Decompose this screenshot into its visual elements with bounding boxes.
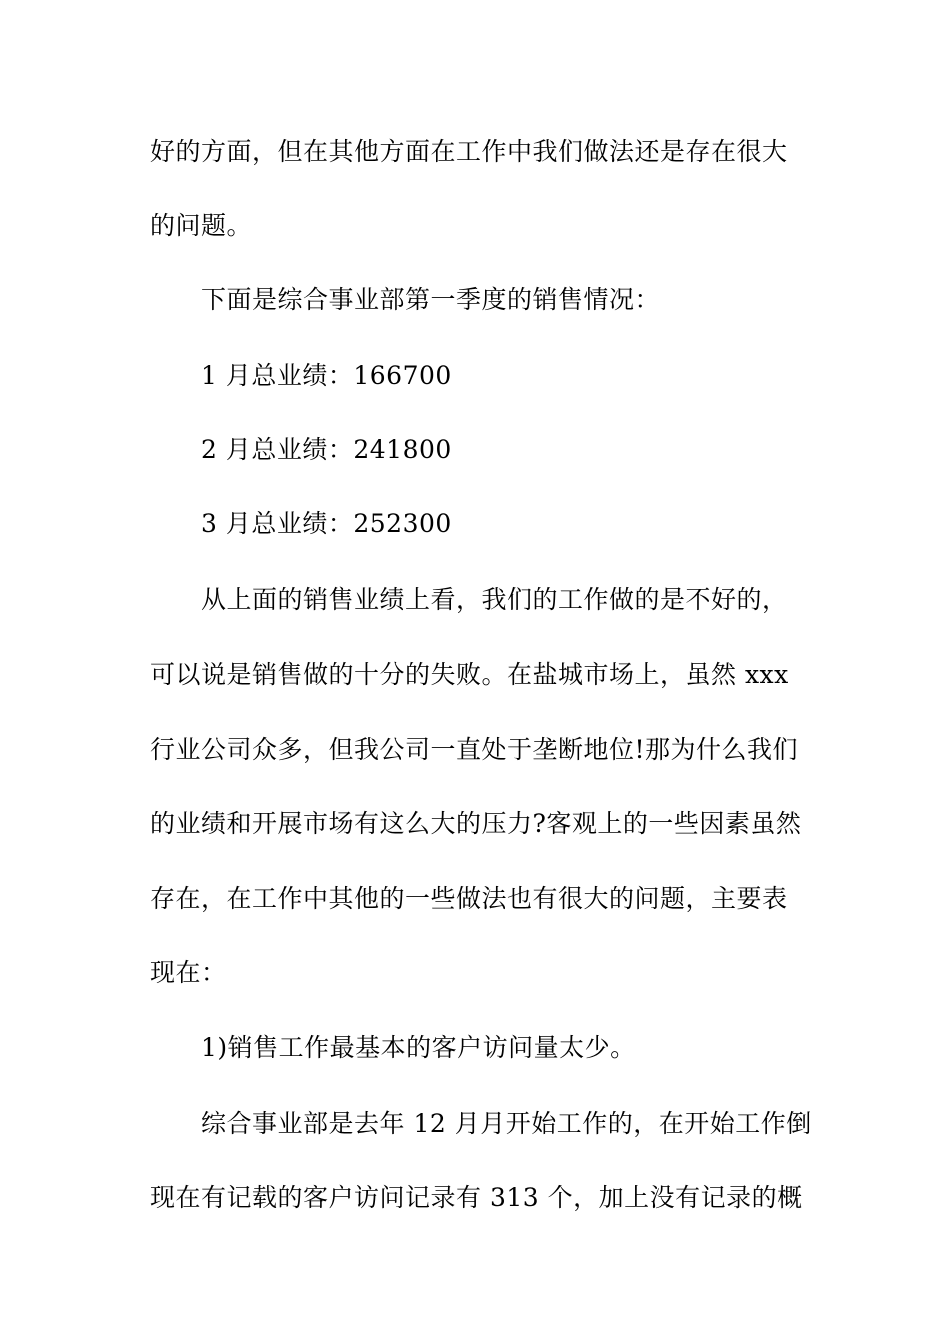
paragraph-line: 好的方面，但在其他方面在工作中我们做法还是存在很大	[150, 137, 788, 166]
paragraph-line: 的业绩和开展市场有这么大的压力?客观上的一些因素虽然	[150, 809, 802, 838]
paragraph-line: 综合事业部是去年 12 月月开始工作的，在开始工作倒	[201, 1109, 812, 1138]
paragraph-line: 行业公司众多，但我公司一直处于垄断地位!那为什么我们	[150, 735, 799, 764]
paragraph-line: 可以说是销售做的十分的失败。在盐城市场上，虽然 xxx	[150, 660, 789, 689]
paragraph-line: 下面是综合事业部第一季度的销售情况：	[201, 285, 661, 314]
paragraph-line: 现在：	[150, 958, 227, 987]
list-item-line: 1)销售工作最基本的客户访问量太少。	[201, 1033, 636, 1062]
paragraph-line: 从上面的销售业绩上看，我们的工作做的是不好的，	[201, 585, 788, 614]
sales-february-line: 2 月总业绩：241800	[201, 435, 452, 464]
sales-march-line: 3 月总业绩：252300	[201, 509, 452, 538]
paragraph-line: 的问题。	[150, 211, 253, 240]
paragraph-line: 存在，在工作中其他的一些做法也有很大的问题，主要表	[150, 884, 788, 913]
sales-january-line: 1 月总业绩：166700	[201, 361, 452, 390]
paragraph-line: 现在有记载的客户访问记录有 313 个，加上没有记录的概	[150, 1183, 803, 1212]
